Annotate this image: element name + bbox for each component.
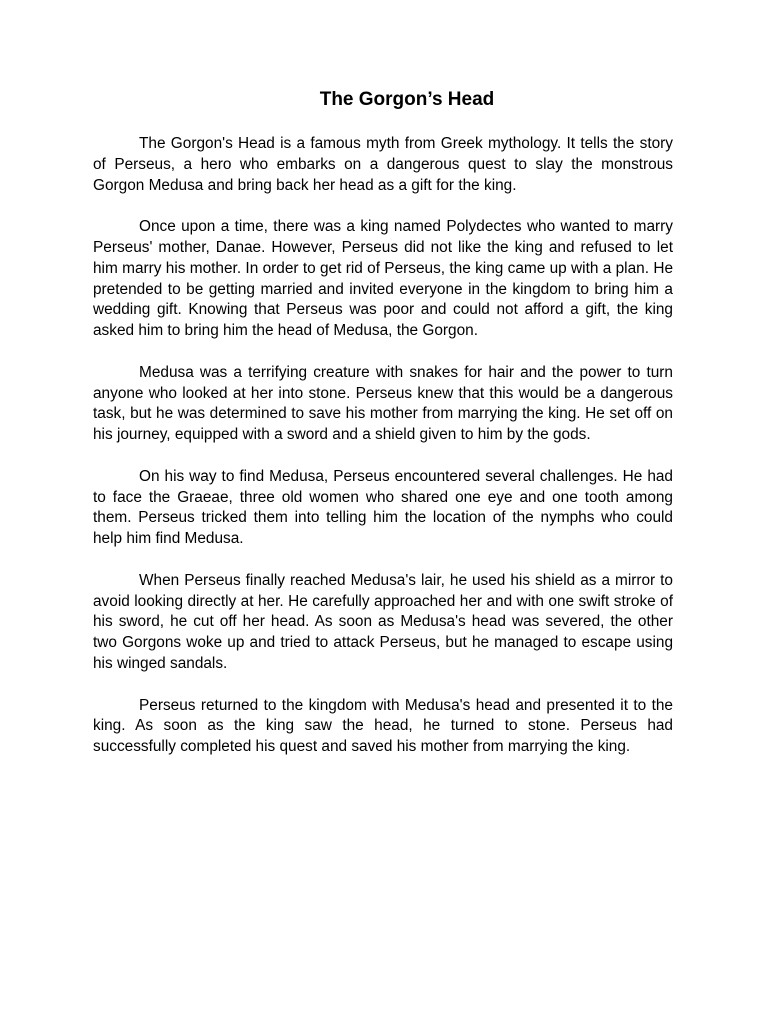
paragraph-medusa: Medusa was a terrifying creature with snakes for hair and the power to turn anyone who looked at her into stone. Perseus knew that this would be a dangerous task, but he was determined to save his mother from marrying the king. He set off on his journey, equipped with a sword and a shield given to him by the gods. xyxy=(93,363,673,444)
document-body xyxy=(93,134,673,779)
page-title: The Gorgon’s Head xyxy=(319,89,495,110)
paragraph-lair: When Perseus finally reached Medusa's lair, he used his shield as a mirror to avoid looking directly at her. He carefully approached her and with one swift stroke of his sword, he cut off her head. As soon as Medusa's head was severed, the other two Gorgons woke up and tried to attack Perseus, but he managed to escape using his winged sandals. xyxy=(93,571,673,672)
paragraph-graeae: On his way to find Medusa, Perseus encountered several challenges. He had to face the Graeae, three old women who shared one eye and one tooth among them. Perseus tricked them into telling him the location of the nymphs who could help him find Medusa. xyxy=(93,467,673,548)
paragraph-return: Perseus returned to the kingdom with Medusa's head and presented it to the king. As soon as the king saw the head, he turned to stone. Perseus had successfully completed his quest and saved his mother from marrying the king. xyxy=(93,696,673,756)
paragraph-intro: The Gorgon's Head is a famous myth from Greek mythology. It tells the story of Perseus, a hero who embarks on a dangerous quest to slay the monstrous Gorgon Medusa and bring back her head as a gift for the king. xyxy=(93,135,673,194)
paragraph-polydectes: Once upon a time, there was a king named Polydectes who wanted to marry Perseus' mother, Danae. However, Perseus did not like the king and refused to let him marry his mother. In order to get rid of Perseus, the king came up with a plan. He pretended to be getting married and invited everyone in the kingdom to bring him a wedding gift. Knowing that Perseus was poor and could not afford a gift, the king asked him to bring him the head of Medusa, the Gorgon. xyxy=(93,218,673,340)
